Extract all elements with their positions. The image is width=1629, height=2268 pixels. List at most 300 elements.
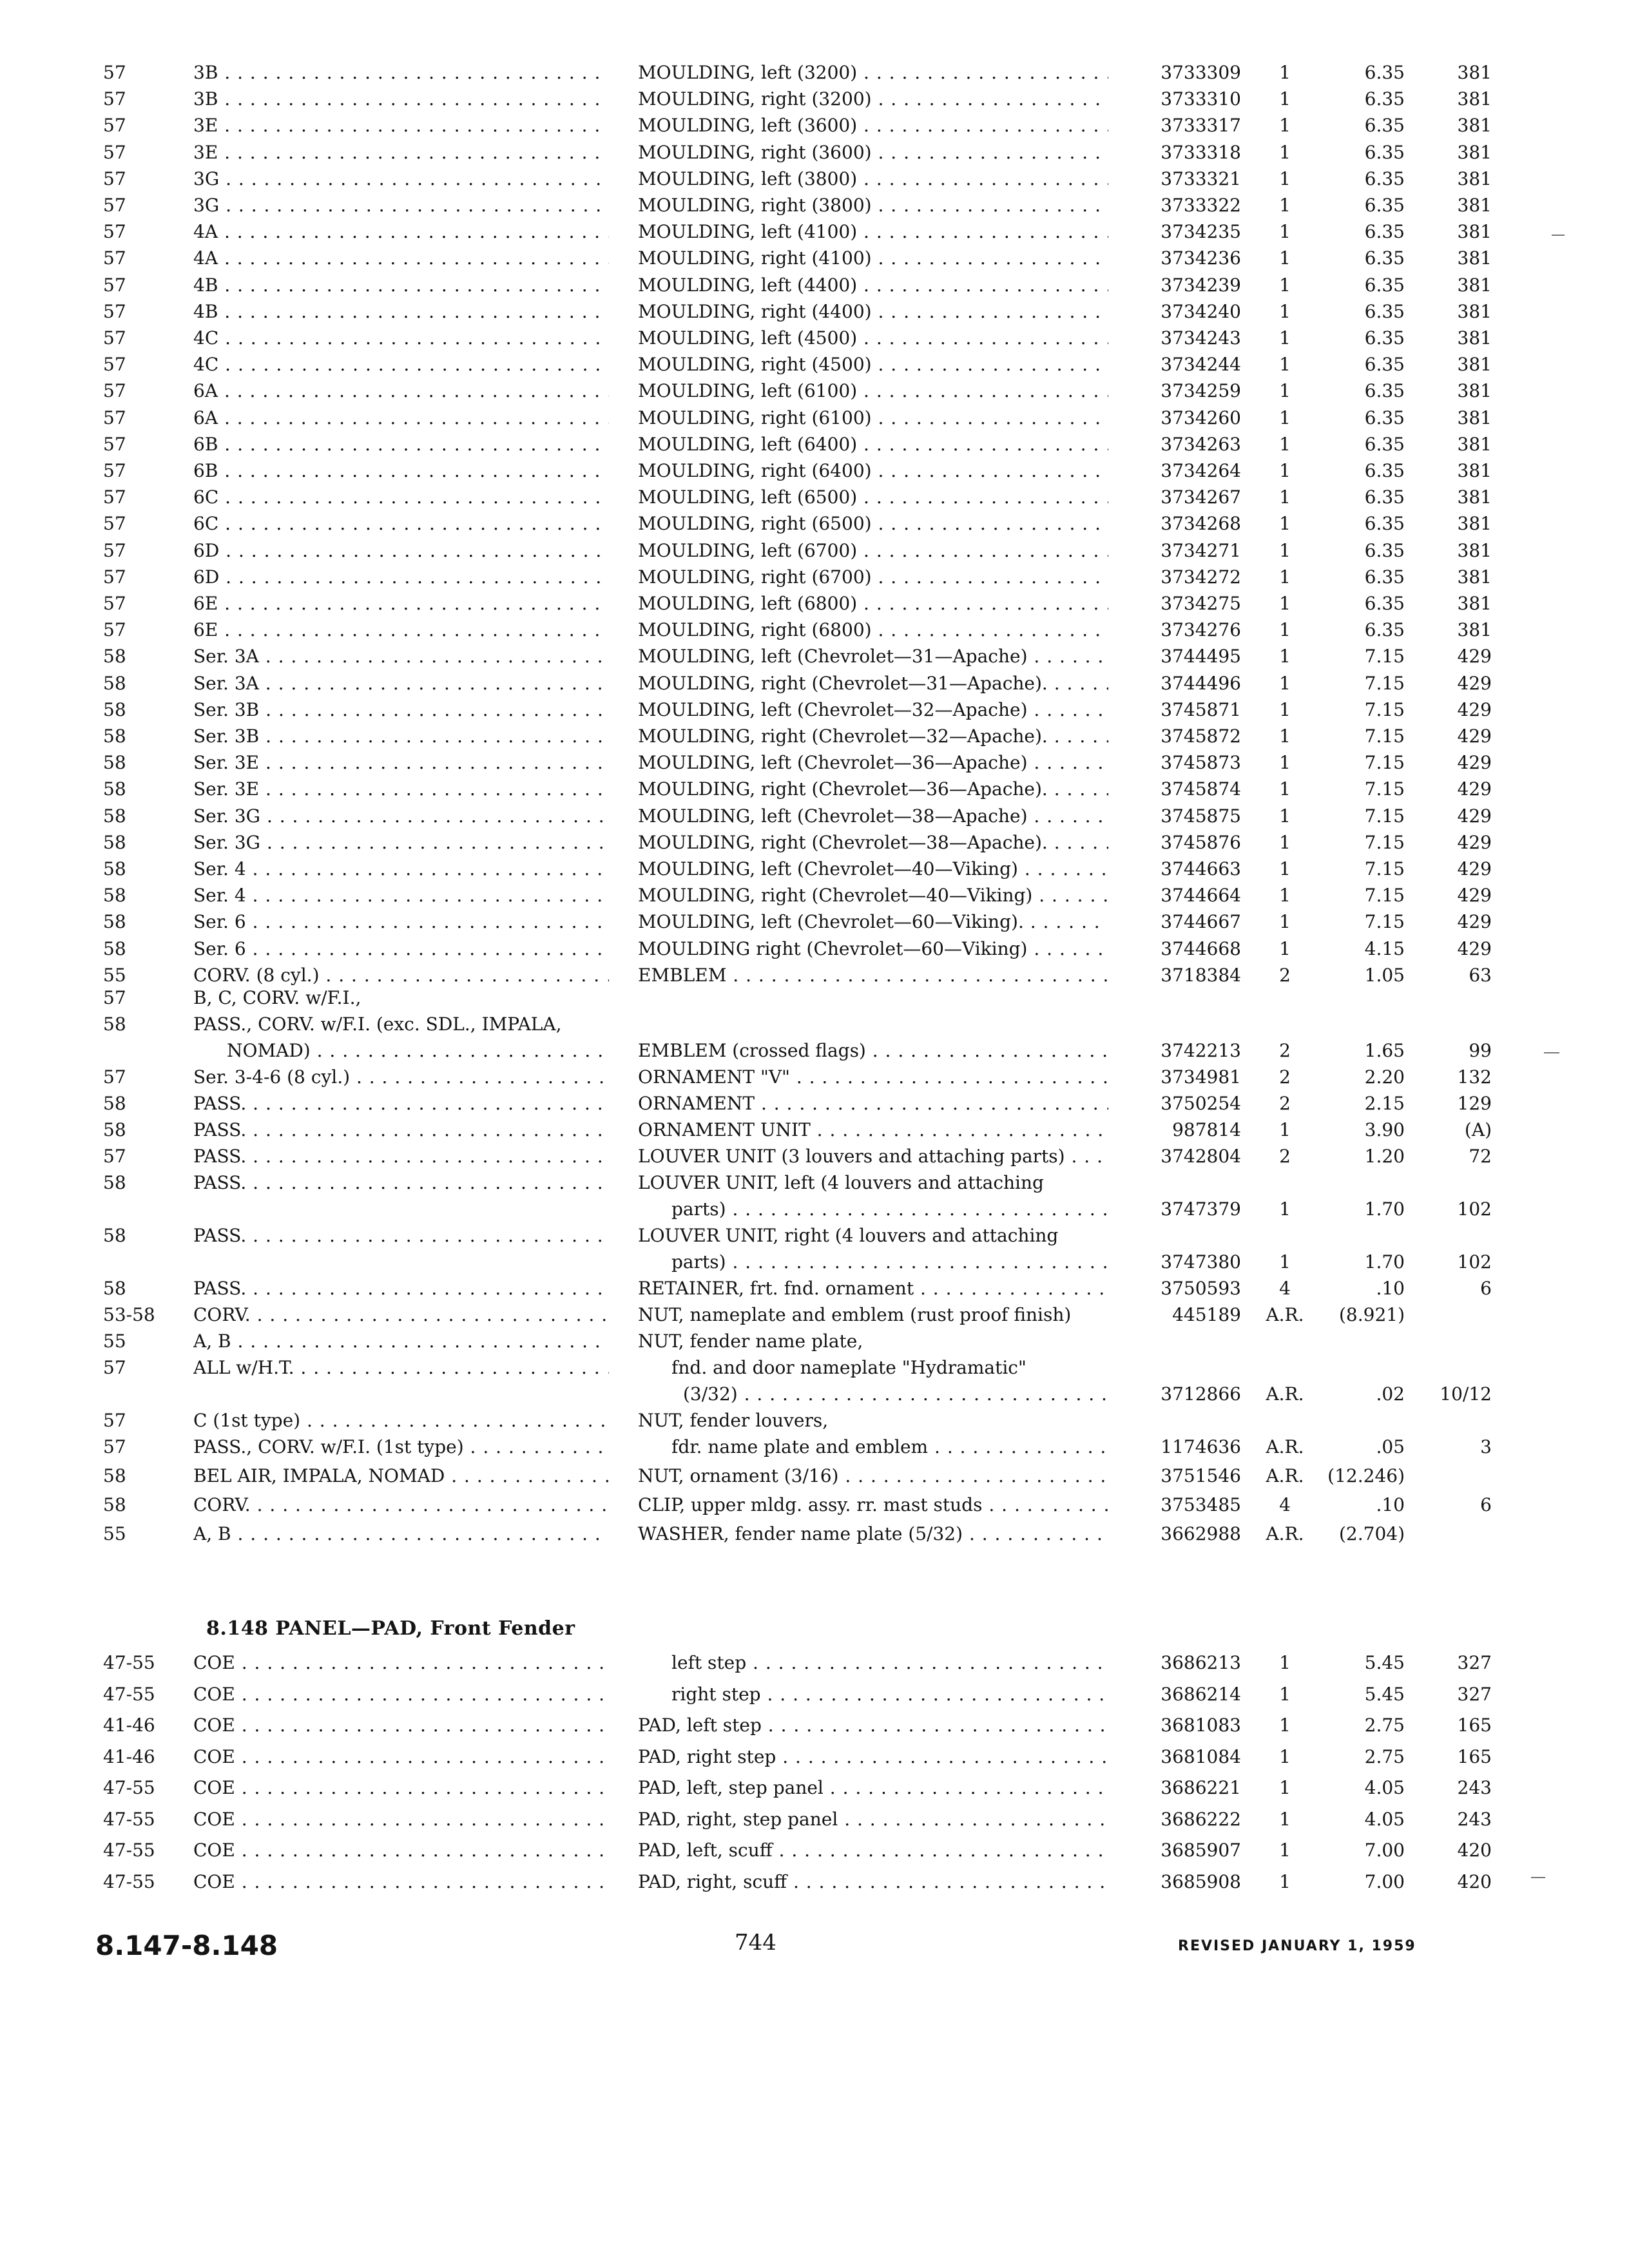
year-cell: 58 <box>103 646 126 668</box>
part-number-cell: 987814 <box>1172 1119 1241 1140</box>
year-cell: 57 <box>103 1357 126 1378</box>
price-cell: 6.35 <box>1364 566 1405 588</box>
price-cell: 6.35 <box>1364 168 1405 189</box>
description-cell: MOULDING, left (Chevrolet—38—Apache) . . . <box>638 803 1108 829</box>
price-cell: 6.35 <box>1364 354 1405 376</box>
description-cell: (3/32) . . . <box>638 1381 1108 1407</box>
price-cell: 7.15 <box>1364 805 1405 827</box>
table-row <box>0 1492 1629 1518</box>
weight-cell: 63 <box>1469 964 1492 986</box>
table-row <box>0 617 1629 643</box>
price-cell: 6.35 <box>1364 88 1405 110</box>
quantity-cell: 1 <box>1279 1777 1291 1798</box>
price-cell: 2.20 <box>1364 1066 1405 1088</box>
year-cell: 57 <box>103 380 126 402</box>
description-cell: MOULDING, right (6800) . . . <box>638 617 1108 643</box>
price-cell: 6.35 <box>1364 195 1405 216</box>
quantity-cell: 1 <box>1279 539 1291 561</box>
description-cell: MOULDING, left (6400) . . . <box>638 431 1108 457</box>
table-row <box>0 1434 1629 1460</box>
part-number-cell: 3686213 <box>1161 1652 1241 1673</box>
description-cell: MOULDING, left (3200) . . . <box>638 59 1108 86</box>
description-cell: MOULDING, right (3200) . . . <box>638 86 1108 112</box>
model-cell: 3E . . . <box>193 139 609 166</box>
weight-cell: 129 <box>1457 1093 1492 1114</box>
price-cell: 5.45 <box>1364 1683 1405 1705</box>
part-number-cell: 3733321 <box>1161 168 1241 189</box>
quantity-cell: 1 <box>1279 726 1291 747</box>
description-cell: MOULDING, right (6500) . . . <box>638 510 1108 537</box>
weight-cell: 429 <box>1457 805 1492 827</box>
description-cell: MOULDING, right (Chevrolet—32—Apache). . . . <box>638 723 1108 749</box>
description-cell: MOULDING, left (Chevrolet—40—Viking) . . . <box>638 856 1108 882</box>
table-row <box>0 1463 1629 1489</box>
part-number-cell: 3750593 <box>1161 1278 1241 1299</box>
model-cell: Ser. 3B . . . <box>193 697 609 723</box>
table-row <box>0 1143 1629 1169</box>
table-row <box>0 1521 1629 1547</box>
year-cell: 57 <box>103 221 126 243</box>
table-row <box>0 697 1629 723</box>
model-cell: COE . . . <box>193 1681 609 1707</box>
description-cell: RETAINER, frt. fnd. ornament . . . <box>638 1275 1108 1302</box>
price-cell: 7.15 <box>1364 752 1405 774</box>
part-number-cell: 3686214 <box>1161 1683 1241 1705</box>
year-cell: 58 <box>103 1494 126 1515</box>
table-row <box>0 936 1629 962</box>
model-cell: Ser. 3E . . . <box>193 749 609 776</box>
weight-cell: 10/12 <box>1440 1383 1492 1405</box>
model-cell: COE . . . <box>193 1774 609 1801</box>
part-number-cell: 3685908 <box>1161 1870 1241 1892</box>
model-cell: PASS., CORV. w/F.I. (1st type) . . . <box>193 1434 609 1460</box>
margin-mark <box>1531 1877 1545 1878</box>
price-cell: .02 <box>1376 1383 1405 1405</box>
table-row <box>0 1649 1629 1676</box>
weight-cell: 381 <box>1457 300 1492 322</box>
description-cell: NUT, nameplate and emblem (rust proof finish) <box>638 1304 1072 1325</box>
year-cell: 58 <box>103 858 126 879</box>
quantity-cell: 1 <box>1279 380 1291 402</box>
part-number-cell: 3734263 <box>1161 433 1241 455</box>
year-cell: 57 <box>103 195 126 216</box>
description-cell: NUT, fender name plate, <box>638 1331 863 1352</box>
price-cell: .05 <box>1376 1436 1405 1457</box>
year-cell: 58 <box>103 1093 126 1114</box>
table-row <box>0 1328 1629 1354</box>
year-cell: 57 <box>103 593 126 614</box>
model-cell: ALL w/H.T. . . . <box>193 1354 609 1381</box>
part-number-cell: 3745872 <box>1161 726 1241 747</box>
quantity-cell: 1 <box>1279 1198 1291 1220</box>
model-cell: Ser. 3B . . . <box>193 723 609 749</box>
part-number-cell: 3751546 <box>1161 1465 1241 1486</box>
quantity-cell: 1 <box>1279 88 1291 110</box>
part-number-cell: 3681084 <box>1161 1745 1241 1767</box>
table-row <box>0 457 1629 484</box>
weight-cell: 381 <box>1457 62 1492 83</box>
model-cell: Ser. 4 . . . <box>193 856 609 882</box>
model-cell: COE . . . <box>193 1649 609 1676</box>
quantity-cell: 1 <box>1279 911 1291 933</box>
price-cell: .10 <box>1376 1278 1405 1299</box>
price-cell: 7.15 <box>1364 646 1405 668</box>
part-number-cell: 3734271 <box>1161 539 1241 561</box>
quantity-cell: 1 <box>1279 646 1291 668</box>
part-number-cell: 3734260 <box>1161 407 1241 428</box>
year-cell: 47-55 <box>103 1870 155 1892</box>
year-cell: 57 <box>103 247 126 269</box>
year-cell: 47-55 <box>103 1683 155 1705</box>
part-number-cell: 3734268 <box>1161 513 1241 535</box>
quantity-cell: 1 <box>1279 168 1291 189</box>
model-cell: COE . . . <box>193 1744 609 1770</box>
revision-date: REVISED JANUARY 1, 1959 <box>1178 1938 1416 1954</box>
year-cell: 58 <box>103 1119 126 1140</box>
section-heading: 8.148 PANEL—PAD, Front Fender <box>206 1617 575 1640</box>
price-cell: 1.65 <box>1364 1040 1405 1061</box>
part-number-cell: 1174636 <box>1161 1436 1241 1457</box>
year-cell: 55 <box>103 964 126 986</box>
table-row <box>0 1169 1629 1196</box>
weight-cell: 165 <box>1457 1715 1492 1736</box>
model-cell: 4B . . . <box>193 298 609 325</box>
year-cell: 58 <box>103 726 126 747</box>
quantity-cell: 1 <box>1279 1715 1291 1736</box>
weight-cell: 429 <box>1457 911 1492 933</box>
part-number-cell: 3733317 <box>1161 115 1241 137</box>
price-cell: 7.00 <box>1364 1870 1405 1892</box>
weight-cell: 381 <box>1457 274 1492 296</box>
weight-cell: 381 <box>1457 88 1492 110</box>
weight-cell: 102 <box>1457 1198 1492 1220</box>
quantity-cell: 1 <box>1279 672 1291 694</box>
part-number-cell: 3745874 <box>1161 778 1241 800</box>
page-number: 744 <box>735 1930 776 1956</box>
price-cell: .10 <box>1376 1494 1405 1515</box>
quantity-cell: 1 <box>1279 885 1291 907</box>
part-number-cell: 3686221 <box>1161 1777 1241 1798</box>
price-cell: 6.35 <box>1364 593 1405 614</box>
weight-cell: 381 <box>1457 460 1492 481</box>
weight-cell: 429 <box>1457 672 1492 694</box>
price-cell: 7.15 <box>1364 858 1405 879</box>
model-cell: 4B . . . <box>193 272 609 298</box>
description-cell: MOULDING, right (4500) . . . <box>638 351 1108 378</box>
model-cell: CORV. . . . <box>193 1302 609 1328</box>
description-cell: MOULDING, left (3600) . . . <box>638 112 1108 139</box>
quantity-cell: 1 <box>1279 274 1291 296</box>
weight-cell: 429 <box>1457 937 1492 959</box>
year-cell: 47-55 <box>103 1777 155 1798</box>
model-cell: 4C . . . <box>193 325 609 351</box>
description-cell: MOULDING, left (6500) . . . <box>638 484 1108 510</box>
model-cell: PASS. . . . <box>193 1169 609 1196</box>
model-cell: Ser. 3E . . . <box>193 776 609 802</box>
table-row <box>0 803 1629 829</box>
year-cell: 57 <box>103 486 126 508</box>
model-cell: 6E . . . <box>193 617 609 643</box>
model-cell: 6D . . . <box>193 537 609 564</box>
quantity-cell: 1 <box>1279 1683 1291 1705</box>
quantity-cell: 1 <box>1279 407 1291 428</box>
table-row <box>0 405 1629 431</box>
year-cell: 57 <box>103 141 126 163</box>
part-number-cell: 3750254 <box>1161 1093 1241 1114</box>
table-row <box>0 325 1629 351</box>
part-number-cell: 3734239 <box>1161 274 1241 296</box>
description-cell: NUT, ornament (3/16) . . . <box>638 1463 1108 1489</box>
year-cell: 58 <box>103 1172 126 1193</box>
part-number-cell: 3734981 <box>1161 1066 1241 1088</box>
description-cell: MOULDING right (Chevrolet—60—Viking) . . . <box>638 936 1108 962</box>
quantity-cell: 1 <box>1279 1745 1291 1767</box>
table-row <box>0 1869 1629 1895</box>
part-number-cell: 3734236 <box>1161 247 1241 269</box>
year-cell: 57 <box>103 115 126 137</box>
description-cell: LOUVER UNIT, right (4 louvers and attaching <box>638 1225 1059 1246</box>
year-cell: 57 <box>103 168 126 189</box>
year-cell: 58 <box>103 805 126 827</box>
year-cell: 58 <box>103 1465 126 1486</box>
model-cell: Ser. 3A . . . <box>193 670 609 697</box>
quantity-cell: 1 <box>1279 937 1291 959</box>
year-cell: 41-46 <box>103 1715 155 1736</box>
table-row <box>0 1011 1629 1037</box>
table-row <box>0 1744 1629 1770</box>
quantity-cell: 1 <box>1279 486 1291 508</box>
description-cell: MOULDING, right (4100) . . . <box>638 245 1108 271</box>
table-row <box>0 1712 1629 1738</box>
price-cell: 6.35 <box>1364 300 1405 322</box>
part-number-cell: 3742804 <box>1161 1146 1241 1167</box>
description-cell: PAD, right, scuff . . . <box>638 1869 1108 1895</box>
price-cell: 7.15 <box>1364 726 1405 747</box>
price-cell: 2.75 <box>1364 1745 1405 1767</box>
model-cell: PASS. . . . <box>193 1117 609 1143</box>
weight-cell: 327 <box>1457 1683 1492 1705</box>
model-cell: Ser. 6 . . . <box>193 936 609 962</box>
price-cell: 6.35 <box>1364 539 1405 561</box>
table-row <box>0 670 1629 697</box>
price-cell: 6.35 <box>1364 460 1405 481</box>
quantity-cell: 2 <box>1279 964 1291 986</box>
model-cell: 6A . . . <box>193 405 609 431</box>
price-cell: 5.45 <box>1364 1652 1405 1673</box>
description-cell: CLIP, upper mldg. assy. rr. mast studs . . . <box>638 1492 1108 1518</box>
year-cell: 57 <box>103 513 126 535</box>
part-number-cell: 3745875 <box>1161 805 1241 827</box>
model-cell: A, B . . . <box>193 1328 609 1354</box>
year-cell: 58 <box>103 831 126 853</box>
weight-cell: 165 <box>1457 1745 1492 1767</box>
weight-cell: 381 <box>1457 195 1492 216</box>
description-cell: EMBLEM (crossed flags) . . . <box>638 1037 1108 1064</box>
model-cell: 3B . . . <box>193 86 609 112</box>
model-cell: 6C . . . <box>193 510 609 537</box>
quantity-cell: 1 <box>1279 460 1291 481</box>
year-cell: 57 <box>103 1066 126 1088</box>
model-cell: PASS. . . . <box>193 1090 609 1117</box>
section-range: 8.147-8.148 <box>95 1930 278 1961</box>
description-cell: LOUVER UNIT (3 louvers and attaching parts) . . . <box>638 1143 1108 1169</box>
margin-mark <box>1552 235 1565 236</box>
table-row <box>0 484 1629 510</box>
part-number-cell: 3744667 <box>1161 911 1241 933</box>
table-row <box>0 1354 1629 1381</box>
weight-cell: 381 <box>1457 593 1492 614</box>
model-cell: COE . . . <box>193 1837 609 1863</box>
description-cell: MOULDING, left (3800) . . . <box>638 166 1108 192</box>
weight-cell: 72 <box>1469 1146 1492 1167</box>
model-cell: B, C, CORV. w/F.I., <box>193 987 361 1008</box>
table-row <box>0 1681 1629 1707</box>
weight-cell: 429 <box>1457 831 1492 853</box>
price-cell: 1.20 <box>1364 1146 1405 1167</box>
model-cell: A, B . . . <box>193 1521 609 1547</box>
weight-cell: 6 <box>1480 1278 1492 1299</box>
table-row <box>0 272 1629 298</box>
description-cell: ORNAMENT "V" . . . <box>638 1064 1108 1090</box>
description-cell: PAD, left, step panel . . . <box>638 1774 1108 1801</box>
price-cell: 6.35 <box>1364 486 1405 508</box>
weight-cell: 381 <box>1457 168 1492 189</box>
part-number-cell: 3733318 <box>1161 141 1241 163</box>
year-cell: 41-46 <box>103 1745 155 1767</box>
year-cell: 55 <box>103 1523 126 1544</box>
price-cell: 6.35 <box>1364 115 1405 137</box>
weight-cell: 420 <box>1457 1840 1492 1861</box>
price-cell: 6.35 <box>1364 62 1405 83</box>
quantity-cell: 1 <box>1279 831 1291 853</box>
weight-cell: 429 <box>1457 778 1492 800</box>
description-cell: fdr. name plate and emblem . . . <box>638 1434 1108 1460</box>
description-cell: MOULDING, left (6800) . . . <box>638 590 1108 617</box>
model-cell: 6E . . . <box>193 590 609 617</box>
part-number-cell: 3734244 <box>1161 354 1241 376</box>
description-cell: parts) . . . <box>638 1249 1108 1275</box>
description-cell: NUT, fender louvers, <box>638 1410 829 1431</box>
price-cell: 6.35 <box>1364 221 1405 243</box>
table-row <box>0 245 1629 271</box>
table-row <box>0 1117 1629 1143</box>
quantity-cell: 2 <box>1279 1093 1291 1114</box>
part-number-cell: 3734275 <box>1161 593 1241 614</box>
quantity-cell: 4 <box>1279 1494 1291 1515</box>
part-number-cell: 3744664 <box>1161 885 1241 907</box>
table-row <box>0 1407 1629 1434</box>
year-cell: 58 <box>103 698 126 720</box>
quantity-cell: A.R. <box>1266 1436 1304 1457</box>
table-row <box>0 1275 1629 1302</box>
part-number-cell: 3733322 <box>1161 195 1241 216</box>
quantity-cell: 1 <box>1279 778 1291 800</box>
weight-cell: 381 <box>1457 354 1492 376</box>
price-cell: 6.35 <box>1364 407 1405 428</box>
description-cell: EMBLEM . . . <box>638 962 1108 988</box>
description-cell: MOULDING, right (3600) . . . <box>638 139 1108 166</box>
price-cell: 1.70 <box>1364 1251 1405 1273</box>
year-cell: 57 <box>103 88 126 110</box>
quantity-cell: 2 <box>1279 1066 1291 1088</box>
model-cell: BEL AIR, IMPALA, NOMAD . . . <box>193 1463 609 1489</box>
model-cell: 3E . . . <box>193 112 609 139</box>
price-cell: 3.90 <box>1364 1119 1405 1140</box>
part-number-cell: 3662988 <box>1161 1523 1241 1544</box>
weight-cell: 429 <box>1457 646 1492 668</box>
model-cell: PASS., CORV. w/F.I. (exc. SDL., IMPALA, <box>193 1014 562 1035</box>
model-cell: 3G . . . <box>193 192 609 218</box>
description-cell: MOULDING, right (3800) . . . <box>638 192 1108 218</box>
part-number-cell: 3744668 <box>1161 937 1241 959</box>
model-cell: COE . . . <box>193 1806 609 1832</box>
weight-cell: 381 <box>1457 327 1492 349</box>
part-number-cell: 3734240 <box>1161 300 1241 322</box>
model-cell: Ser. 3G . . . <box>193 803 609 829</box>
description-cell: MOULDING, left (4400) . . . <box>638 272 1108 298</box>
price-cell: 7.15 <box>1364 911 1405 933</box>
table-row <box>0 378 1629 404</box>
quantity-cell: A.R. <box>1266 1523 1304 1544</box>
weight-cell: 99 <box>1469 1040 1492 1061</box>
description-cell: PAD, right step . . . <box>638 1744 1108 1770</box>
year-cell: 57 <box>103 300 126 322</box>
price-cell: 7.15 <box>1364 778 1405 800</box>
quantity-cell: 1 <box>1279 513 1291 535</box>
model-cell: 3G . . . <box>193 166 609 192</box>
description-cell: MOULDING, right (6100) . . . <box>638 405 1108 431</box>
quantity-cell: 1 <box>1279 195 1291 216</box>
table-row <box>0 1381 1629 1407</box>
model-cell: 3B . . . <box>193 59 609 86</box>
part-number-cell: 3686222 <box>1161 1808 1241 1830</box>
year-cell: 57 <box>103 987 126 1008</box>
price-cell: 2.75 <box>1364 1715 1405 1736</box>
price-cell: 6.35 <box>1364 141 1405 163</box>
description-cell: MOULDING, right (4400) . . . <box>638 298 1108 325</box>
model-cell: 4A . . . <box>193 245 609 271</box>
table-row <box>0 723 1629 749</box>
year-cell: 58 <box>103 778 126 800</box>
model-cell: COE . . . <box>193 1712 609 1738</box>
weight-cell: 429 <box>1457 726 1492 747</box>
description-cell: MOULDING, right (Chevrolet—38—Apache). . . . <box>638 829 1108 856</box>
weight-cell: 381 <box>1457 566 1492 588</box>
weight-cell: 429 <box>1457 858 1492 879</box>
table-row <box>0 1037 1629 1064</box>
table-row <box>0 537 1629 564</box>
description-cell: LOUVER UNIT, left (4 louvers and attaching <box>638 1172 1044 1193</box>
weight-cell: 429 <box>1457 885 1492 907</box>
year-cell: 57 <box>103 433 126 455</box>
description-cell: MOULDING, left (4100) . . . <box>638 218 1108 245</box>
year-cell: 57 <box>103 62 126 83</box>
table-row <box>0 192 1629 218</box>
year-cell: 47-55 <box>103 1840 155 1861</box>
quantity-cell: A.R. <box>1266 1383 1304 1405</box>
weight-cell: 381 <box>1457 513 1492 535</box>
quantity-cell: 1 <box>1279 752 1291 774</box>
description-cell: MOULDING, left (6700) . . . <box>638 537 1108 564</box>
year-cell: 58 <box>103 752 126 774</box>
year-cell: 47-55 <box>103 1652 155 1673</box>
table-row <box>0 1064 1629 1090</box>
part-number-cell: 3733309 <box>1161 62 1241 83</box>
weight-cell: 381 <box>1457 247 1492 269</box>
price-cell: 4.05 <box>1364 1777 1405 1798</box>
year-cell: 57 <box>103 1146 126 1167</box>
year-cell: 55 <box>103 1331 126 1352</box>
